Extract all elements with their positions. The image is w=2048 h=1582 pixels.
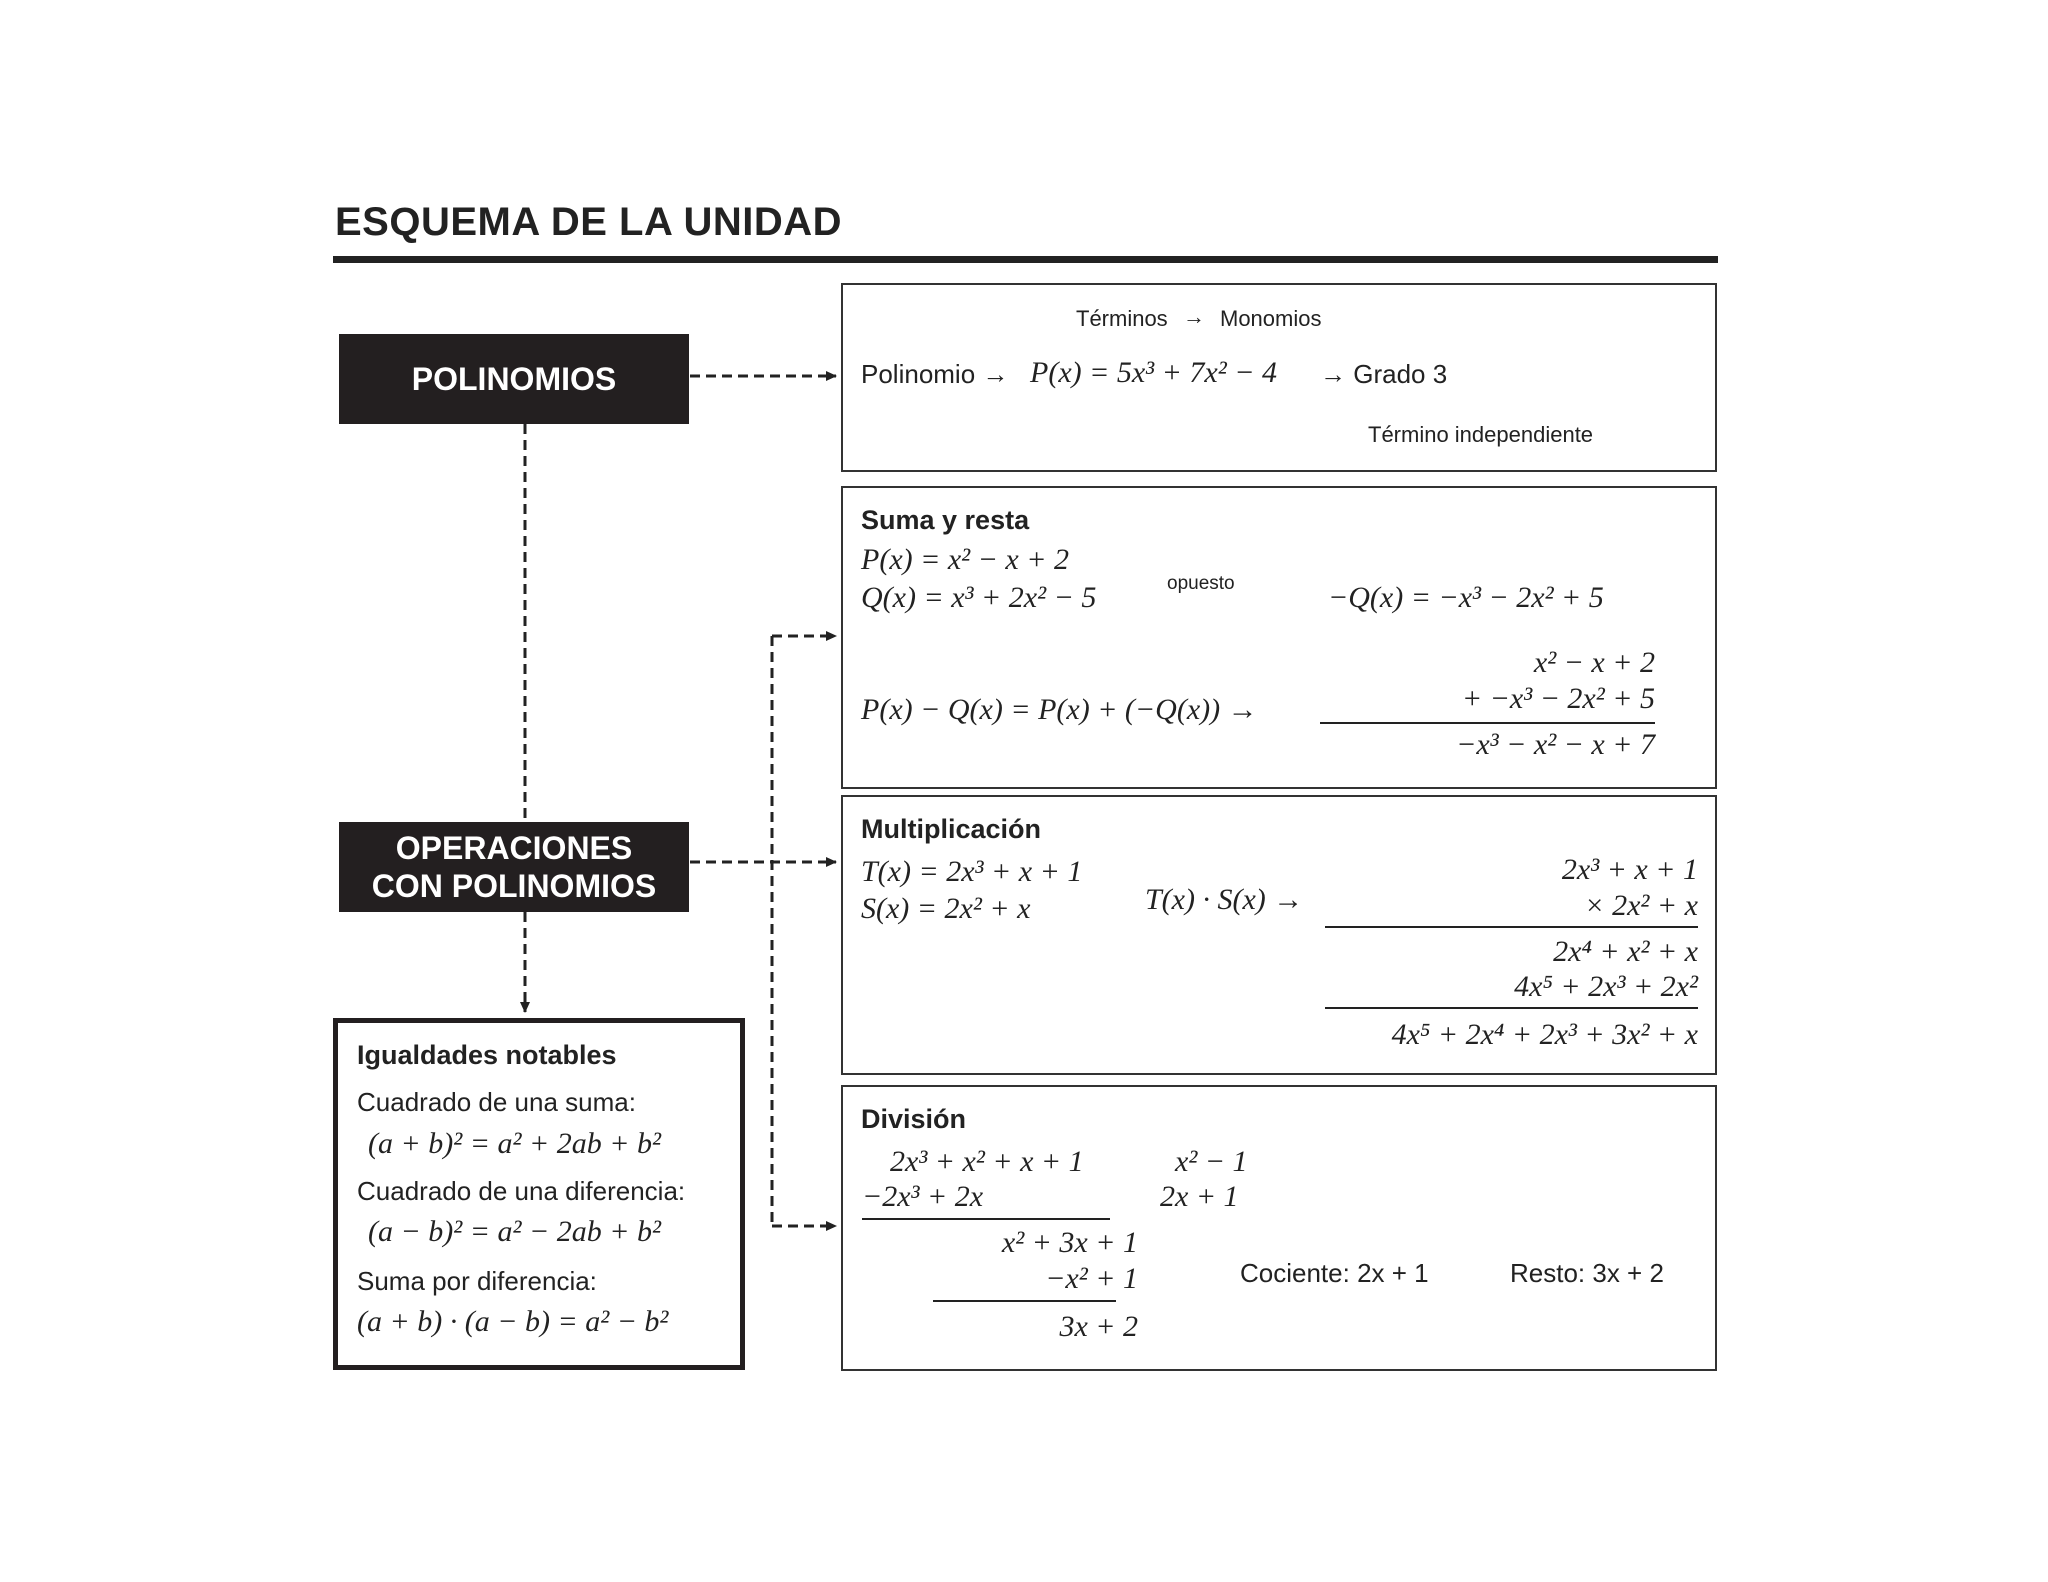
suma-row-2: + −x³ − 2x² + 5 — [1461, 682, 1655, 715]
div-subtract-2: −x² + 1 — [1045, 1262, 1138, 1295]
division-heading: División — [861, 1104, 967, 1134]
div-quotient: 2x + 1 — [1160, 1180, 1239, 1213]
mult-line-1 — [1325, 926, 1698, 928]
cuadrado-diferencia-formula: (a − b)² = a² − 2ab + b² — [368, 1215, 661, 1248]
div-dividend: 2x³ + x² + x + 1 — [890, 1145, 1084, 1178]
page-title: ESQUEMA DE LA UNIDAD — [335, 200, 843, 244]
suma-p-expression: P(x) = x² − x + 2 — [861, 543, 1069, 576]
div-line-1 — [862, 1218, 1110, 1220]
multiplicacion-heading: Multiplicación — [861, 814, 1042, 844]
mult-operation: T(x) · S(x) → — [1145, 883, 1304, 916]
mult-line-2 — [1325, 1007, 1698, 1009]
termino-independiente-label: Término independiente — [1368, 422, 1594, 447]
polinomio-expression: P(x) = 5x³ + 7x² − 4 — [1030, 356, 1277, 389]
suma-result: −x³ − x² − x + 7 — [1456, 728, 1655, 761]
mult-row-3: 2x⁴ + x² + x — [1553, 935, 1698, 968]
operaciones-box — [339, 822, 689, 912]
div-divisor: x² − 1 — [1175, 1145, 1248, 1178]
cociente-label: Cociente: 2x + 1 — [1240, 1258, 1429, 1288]
cuadrado-diferencia-label: Cuadrado de una diferencia: — [357, 1176, 686, 1206]
mult-row-4: 4x⁵ + 2x³ + 2x² — [1514, 970, 1698, 1003]
suma-sum-line — [1320, 722, 1655, 724]
igualdades-heading: Igualdades notables — [357, 1040, 617, 1070]
terminos-arrow: → — [1183, 304, 1205, 329]
mult-row-2: × 2x² + x — [1584, 889, 1698, 922]
grado-label: → Grado 3 — [1320, 359, 1448, 389]
suma-diferencia-formula: (a + b) · (a − b) = a² − b² — [357, 1305, 669, 1338]
suma-neg-q-expression: −Q(x) = −x³ − 2x² + 5 — [1328, 581, 1604, 614]
cuadrado-suma-formula: (a + b)² = a² + 2ab + b² — [368, 1127, 661, 1160]
polinomio-label: Polinomio → — [861, 359, 1009, 389]
resto-label: Resto: 3x + 2 — [1510, 1258, 1664, 1288]
suma-row-1: x² − x + 2 — [1533, 646, 1655, 679]
div-subtract-1: −2x³ + 2x — [862, 1180, 984, 1213]
div-final-remainder: 3x + 2 — [1059, 1310, 1138, 1343]
suma-diferencia-label: Suma por diferencia: — [357, 1266, 597, 1296]
opuesto-label: opuesto — [1167, 573, 1235, 594]
operaciones-label-2: CON POLINOMIOS — [371, 868, 657, 904]
mult-result: 4x⁵ + 2x⁴ + 2x³ + 3x² + x — [1391, 1018, 1698, 1051]
cuadrado-suma-label: Cuadrado de una suma: — [357, 1087, 636, 1117]
mult-t-expression: T(x) = 2x³ + x + 1 — [861, 855, 1083, 888]
mult-row-1: 2x³ + x + 1 — [1561, 853, 1698, 886]
suma-formula: P(x) − Q(x) = P(x) + (−Q(x)) → — [861, 693, 1258, 726]
terminos-label: Términos — [1076, 306, 1168, 331]
polinomios-label: POLINOMIOS — [411, 361, 617, 397]
operaciones-label-1: OPERACIONES — [395, 830, 633, 866]
div-line-2 — [933, 1300, 1116, 1302]
suma-q-expression: Q(x) = x³ + 2x² − 5 — [861, 581, 1097, 614]
polinomios-box — [339, 334, 689, 424]
mult-s-expression: S(x) = 2x² + x — [861, 892, 1031, 925]
monomios-label: Monomios — [1220, 306, 1322, 331]
div-remainder-1: x² + 3x + 1 — [1001, 1226, 1138, 1259]
suma-resta-heading: Suma y resta — [861, 505, 1030, 535]
